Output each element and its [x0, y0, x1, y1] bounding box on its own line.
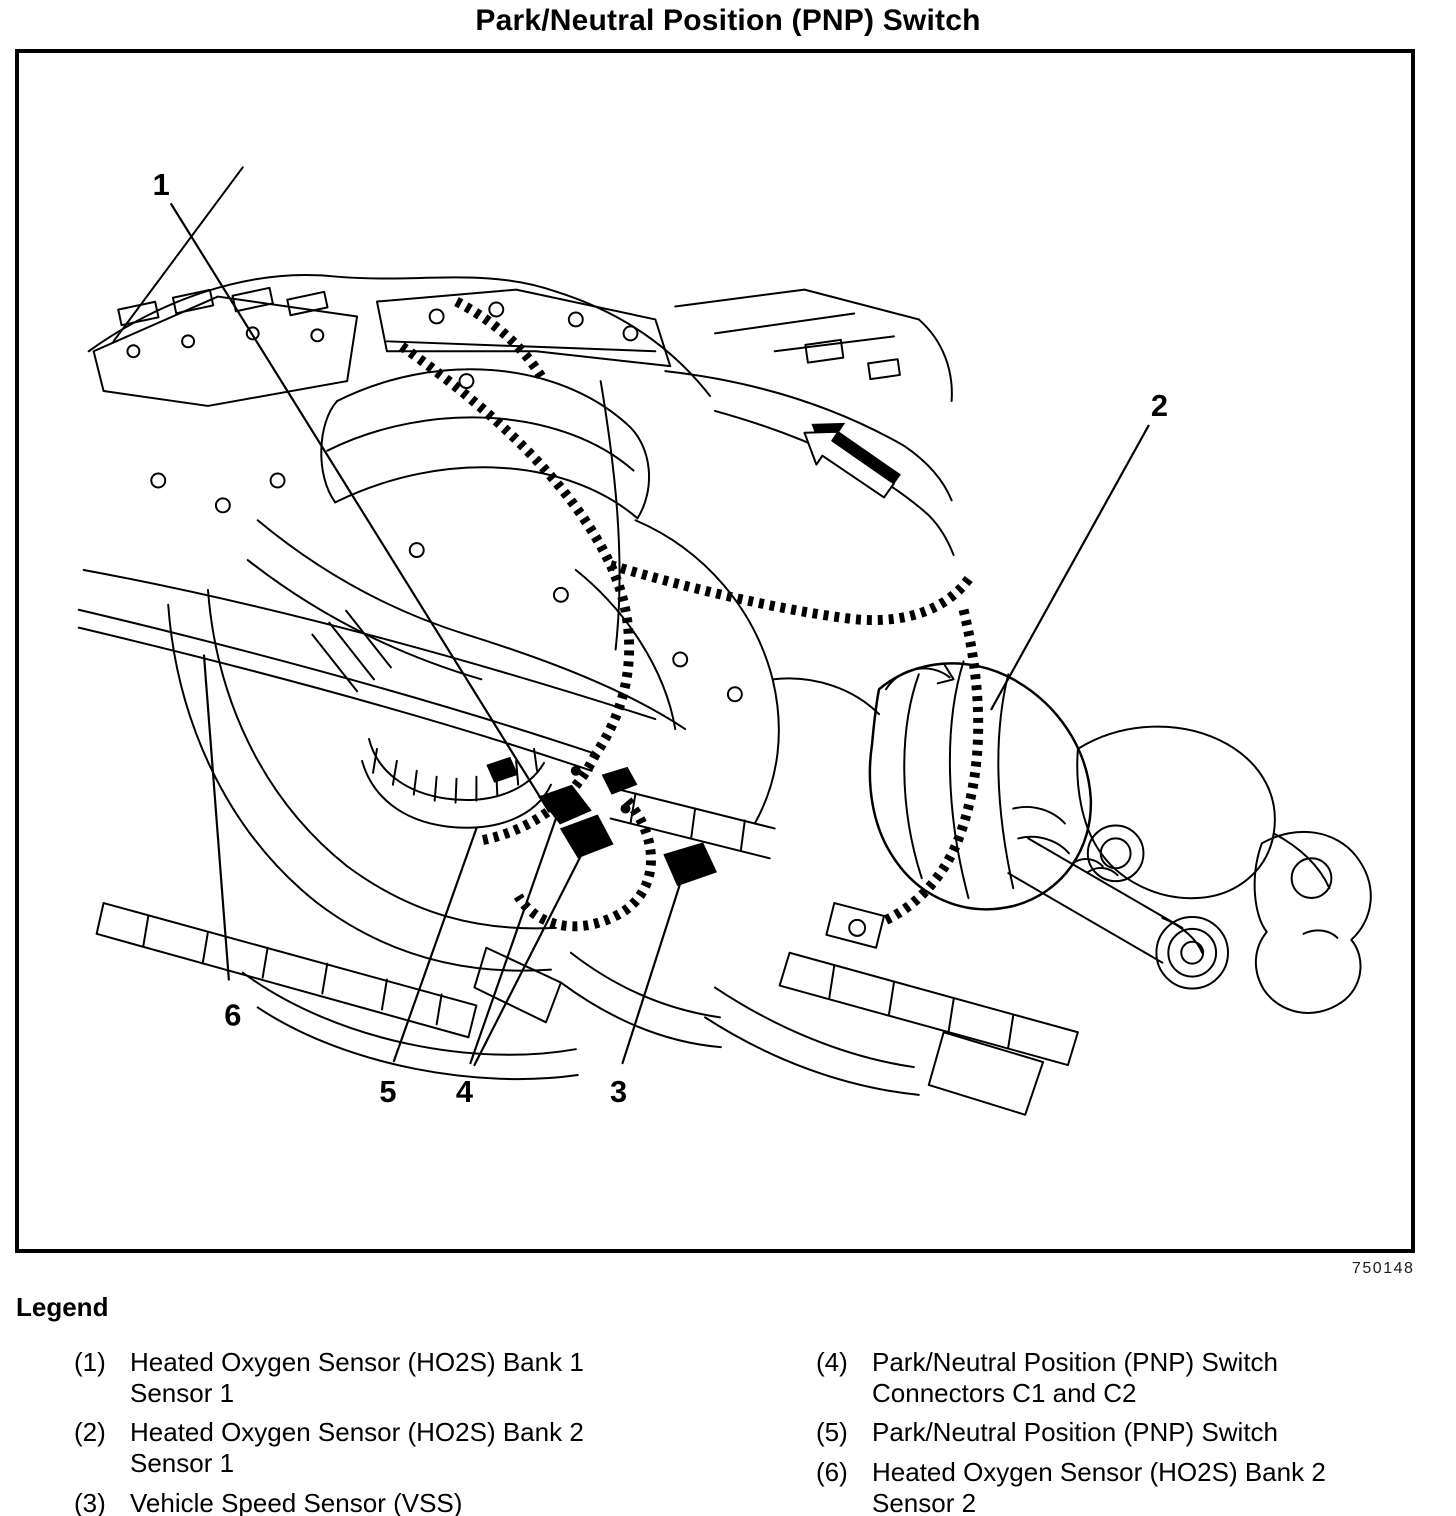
- legend-item-number: (2): [74, 1417, 106, 1448]
- legend-item-5: [816, 1417, 1377, 1448]
- diagram-frame: [15, 49, 1415, 1253]
- legend-item-text: Park/Neutral Position (PNP) Switch Connectors C1 and C2: [872, 1347, 1279, 1408]
- callout-1: 1: [152, 167, 170, 203]
- legend-item-text: Vehicle Speed Sensor (VSS): [130, 1487, 463, 1516]
- legend: [16, 1292, 1444, 1516]
- legend-item-1: [74, 1347, 774, 1408]
- figure-number: 750148: [1352, 1260, 1415, 1277]
- leader-line-4b: [474, 838, 589, 1065]
- legend-item-3: [74, 1488, 774, 1516]
- callout-2: 2: [1150, 387, 1168, 423]
- callout-3: 3: [609, 1073, 628, 1109]
- legend-item-text: Park/Neutral Position (PNP) Switch: [872, 1417, 1279, 1448]
- sensor-connectors: [486, 757, 717, 886]
- legend-heading: Legend: [16, 1292, 109, 1322]
- legend-item-6: [816, 1457, 1377, 1516]
- legend-item-number: (6): [816, 1457, 848, 1488]
- callout-6: 6: [224, 997, 242, 1033]
- legend-item-text: Heated Oxygen Sensor (HO2S) Bank 2 Sensor 1: [130, 1417, 584, 1479]
- legend-item-text: Heated Oxygen Sensor (HO2S) Bank 2 Sensor 2: [872, 1457, 1326, 1516]
- leader-line-1: [171, 204, 549, 811]
- callout-4: 4: [455, 1073, 474, 1109]
- legend-item-4: [816, 1347, 1377, 1408]
- leader-line-2: [991, 426, 1148, 709]
- wiring-harness-loom: [402, 302, 978, 927]
- legend-item-number: (1): [74, 1347, 106, 1377]
- leader-line-4a: [470, 819, 555, 1064]
- legend-item-2: [74, 1417, 774, 1478]
- callout-5: 5: [379, 1073, 397, 1109]
- page-title: Park/Neutral Position (PNP) Switch: [475, 4, 981, 37]
- legend-item-number: (3): [74, 1487, 106, 1516]
- legend-column-left: [74, 1347, 774, 1516]
- legend-item-number: (4): [816, 1347, 848, 1377]
- leader-line-5: [394, 828, 477, 1061]
- legend-item-text: Heated Oxygen Sensor (HO2S) Bank 1 Sensor 1: [130, 1347, 584, 1408]
- legend-item-number: (5): [816, 1417, 848, 1448]
- direction-arrow-icon: [804, 423, 900, 498]
- engine-transmission-diagram: [19, 53, 1411, 1249]
- legend-column-right: [816, 1347, 1377, 1516]
- engine-line-art: [79, 167, 1371, 1114]
